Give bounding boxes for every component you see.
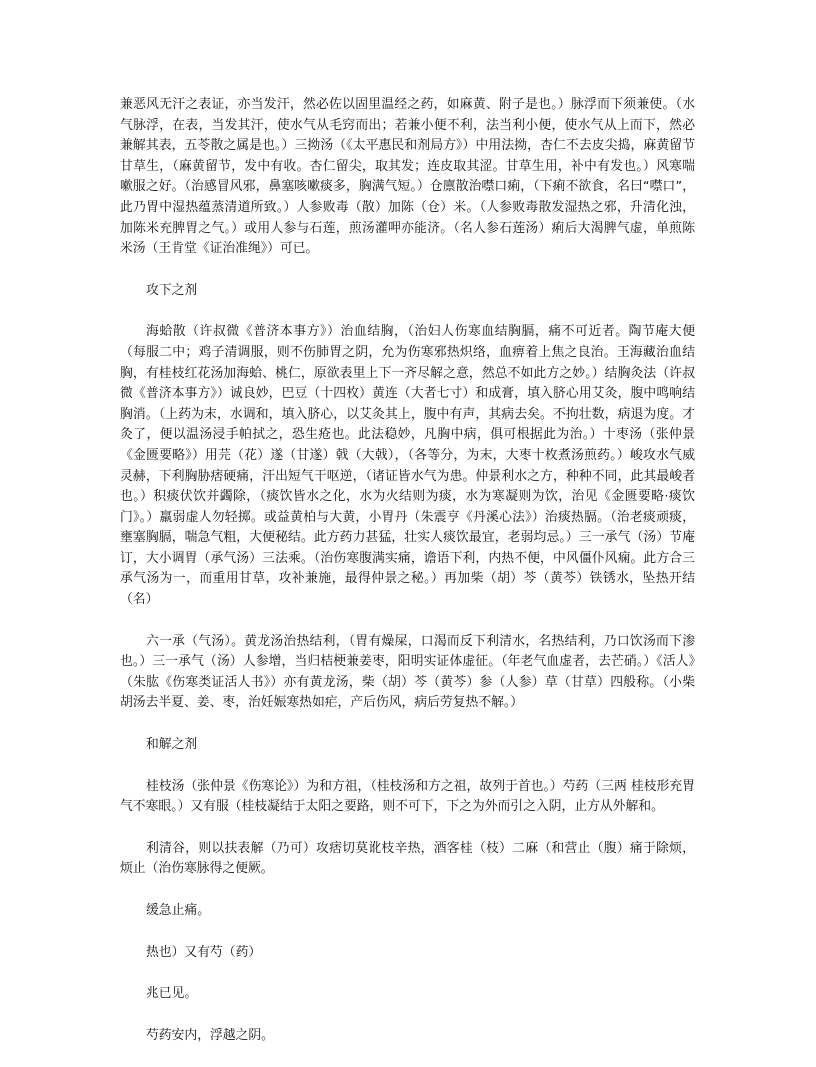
paragraph-zhao-yijian: 兆已见。	[146, 986, 198, 1002]
paragraph-huanji-zhitong: 缓急止痛。	[146, 903, 210, 918]
paragraph-purgative-formulas: 海蛤散（许叔微《普济本事方》）治血结胸，（治妇人伤寒血结胸膈，痛不可近者。陶节庵大便（每服二中；鸡子清调服，则不伤肺胃之阴，允为伤寒邪热炽络，血痹着上焦之良治。王海藏治血结胸，有桂枝红花汤加海蛤、桃仁，原欲表里上下一齐尽解之意，然总不如此方之妙。）结胸灸法（许叔微《普济本事方》）诚良妙，巴豆（十四枚）黄连（大者七寸）和成膏，填入脐心用艾灸，腹中鸣响结胸消。（上药为末，水调和，填入脐心，以艾灸其上，腹中有声，其病去矣。不拘壮数，病退为度。才灸了，便以温汤浸手帕拭之，恐生疮也。此法稳妙，凡胸中病，俱可根据此为治。）十枣汤（张仲景《金匮要略》）用芫（花）遂（甘遂）戟（大戟），（各等分，为末，大枣十枚煮汤煎药。）峻攻水气威灵赫，下利胸胁痞硬痛，汗出短气干呕逆，（诸证皆水气为患。仲景利水之方，种种不同，此其最峻者也。）积痰伏饮并蠲除，（痰饮皆水之化，水为火结则为痰，水为寒凝则为饮，治见《金匮要略·痰饮门》。）羸弱虚人勿轻掷。或益黄柏与大黄，小胃丹（朱震亨《丹溪心法》）治痰热膈。（治老痰顽痰，壅塞胸膈，喘急气粗，大便秘结。此方药力甚猛，壮实人痰饮最宜，老弱均忌。）三一承气（汤）节庵订，大小调胃（承气汤）三法乘。（治伤寒腹满实痛，谵语下利，内热不便，中风僵仆风痫。此方合三承气汤为一，而重用甘草，攻补兼施，最得仲景之秘。）再加柴（胡）芩（黄芩）铁锈水，坠热开结（名）	[120, 324, 695, 608]
paragraph-guizhi-tang: 桂枝汤（张仲景《伤寒论》）为和方祖，（桂枝汤和方之祖，故列于首也。）芍药（三两 桂枝形充胃气不寒眼。）又有服（桂枝凝结于太阳之要路，则不可下，下之为外而引之入阴，止方从外解和。	[120, 778, 695, 815]
section-heading-harmonizing: 和解之剂	[146, 737, 198, 753]
document-body	[120, 95, 695, 1067]
paragraph-shaoyao-annei: 芍药安内，浮越之阴。	[146, 1027, 274, 1043]
section-heading-purgative: 攻下之剂	[146, 282, 198, 298]
paragraph-re-ye: 热也）又有芍（药）	[146, 944, 262, 960]
paragraph-continuation: 兼恶风无汗之表证，亦当发汗，然必佐以固里温经之药，如麻黄、附子是也。）脉浮而下须兼使。（水气脉浮，在表，当发其汗，使水气从毛窍而出；若兼小便不利，法当利小便，使水气从上而下，然必兼解其表，五苓散之属是也。）三拗汤（《太平惠民和剂局方》）中用法拗，杏仁不去皮尖捣，麻黄留节甘草生，（麻黄留节，发中有收。杏仁留尖，取其发；连皮取其涩。甘草生用，补中有发也。）风寒喘嗽服之好。（治感冒风邪，鼻塞咳嗽痰多，胸满气短。）仓廪散治噤口痢，（下痢不欲食，名曰“噤口”，此乃胃中湿热蕴蒸清道所致。）人参败毒（散）加陈（仓）米。（人参败毒散发湿热之邪，升清化浊，加陈米充脾胃之气。）或用人参与石莲，煎汤灌呷亦能济。（名人参石莲汤）痢后大渴脾气虚，单煎陈米汤（王肯堂《证治准绳》）可已。	[120, 97, 695, 257]
paragraph-li-qinggu: 利清谷，则以扶表解（乃可）攻痞切莫讹枝辛热，酒客桂（枝）二麻（和营止（腹）痛于除烦，烦止（治伤寒脉得之便厥。	[120, 840, 695, 877]
paragraph-liuyi-chengqi: 六一承（气汤）。黄龙汤治热结利，（胃有燥屎，口渴而反下利清水，名热结利，乃口饮汤而下渗也。）三一承气（汤）人参增，当归桔梗兼姜枣，阳明实证体虚征。（年老气血虚者，去芒硝。）《活人》（朱肱《伤寒类证活人书》）亦有黄龙汤，柴（胡）芩（黄芩）参（人参）草（甘草）四般称。（小柴胡汤去半夏、姜、枣，治妊娠寒热如疟，产后伤风，病后劳复热不解。）	[120, 633, 695, 711]
